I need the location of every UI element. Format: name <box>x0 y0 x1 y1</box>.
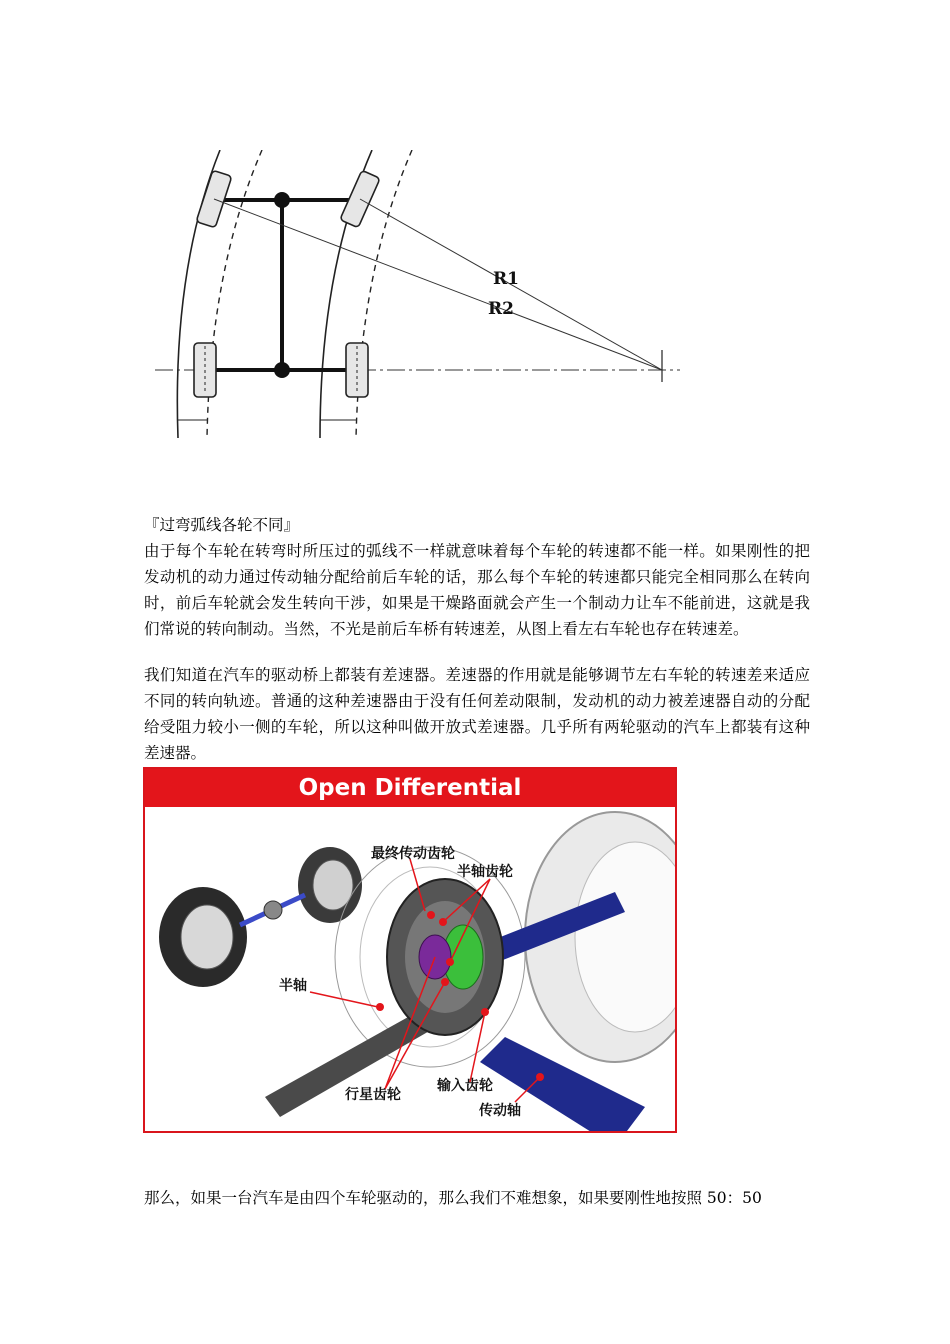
figure-title: Open Differential <box>298 775 522 801</box>
rear-pivot <box>274 362 290 378</box>
label-final-drive-gear: 最终传动齿轮 <box>371 846 455 862</box>
label-r2: R2 <box>488 299 514 319</box>
label-planet-gear: 行星齿轮 <box>345 1087 401 1103</box>
label-drive-shaft: 传动轴 <box>479 1103 521 1119</box>
paragraph-1: 由于每个车轮在转弯时所压过的弧线不一样就意味着每个车轮的转速都不能一样。如果刚性的把发动机的动力通过传动轴分配给前后车轮的话，那么每个车轮的转速都只能完全相同那么在转向时，前后车轮就会发生转向干涉，如果是干燥路面就会产生一个制动力让车不能前进，这就是我们常说的转向制动。当然，不光是前后车桥有转速差，从图上看左右车轮也存在转速差。 <box>144 542 810 638</box>
open-differential-figure <box>143 767 677 1133</box>
figure-caption: 『过弯弧线各轮不同』 <box>144 516 300 534</box>
turning-radius-diagram <box>150 150 690 450</box>
small-wheel-left-rim <box>181 905 233 969</box>
small-diff <box>264 901 282 919</box>
label-r1: R1 <box>493 269 519 289</box>
label-side-gear: 半轴齿轮 <box>457 864 513 880</box>
label-input-gear: 输入齿轮 <box>437 1078 493 1094</box>
paragraph-3: 那么，如果一台汽车是由四个车轮驱动的，那么我们不难想象，如果要刚性地按照 50：50 <box>144 1189 762 1207</box>
pointer-dot-1 <box>427 911 435 919</box>
paragraph-2: 我们知道在汽车的驱动桥上都装有差速器。差速器的作用就是能够调节左右车轮的转速差来适应不同的转向轨迹。普通的这种差速器由于没有任何差动限制，发动机的动力被差速器自动的分配给受阻力较小一侧的车轮，所以这种叫做开放式差速器。几乎所有两轮驱动的汽车上都装有这种差速器。 <box>144 666 810 762</box>
front-pivot <box>274 192 290 208</box>
label-half-shaft: 半轴 <box>279 978 307 994</box>
turning-radius-svg <box>150 150 690 450</box>
